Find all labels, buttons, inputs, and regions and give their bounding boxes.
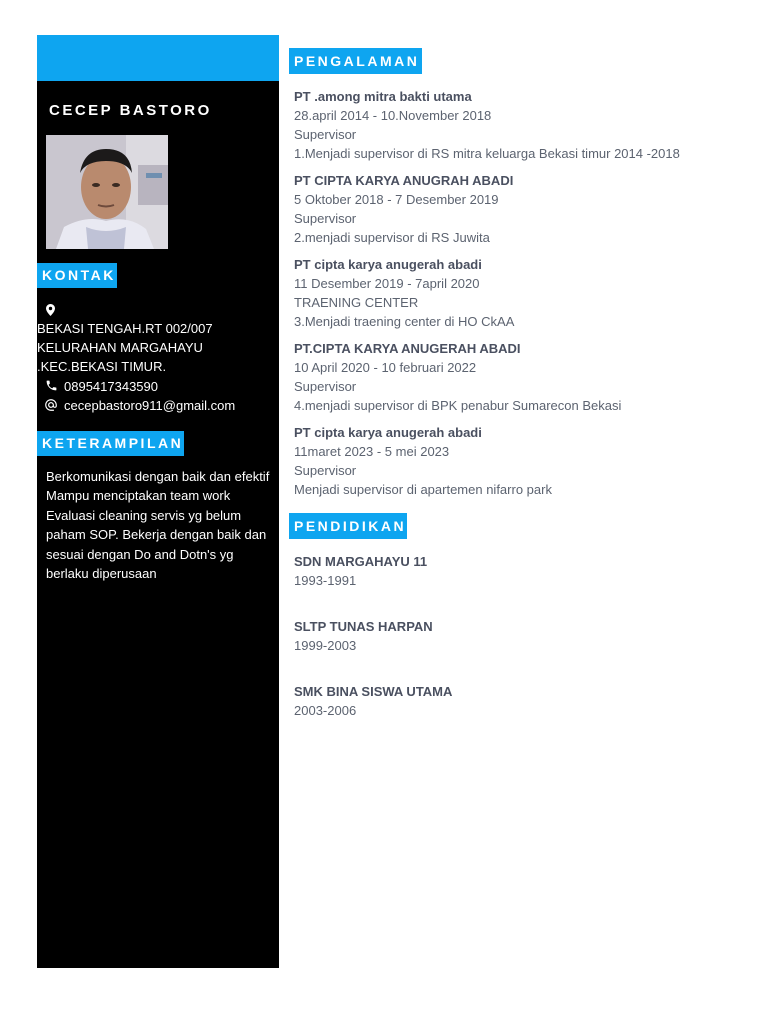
phone-number[interactable]: 0895417343590 — [64, 379, 158, 394]
school-name: SLTP TUNAS HARPAN — [294, 619, 433, 634]
location-pin-icon — [46, 304, 55, 319]
job-role: Supervisor — [294, 379, 357, 394]
job-entry-1 — [294, 87, 734, 163]
job-role: Supervisor — [294, 127, 357, 142]
sidebar-accent-bar — [37, 35, 279, 81]
job-period: 28.april 2014 - 10.November 2018 — [294, 108, 492, 123]
job-description: 4.menjadi supervisor di BPK penabur Sumarecon Bekasi — [294, 398, 622, 413]
job-company: PT .among mitra bakti utama — [294, 89, 472, 104]
school-years: 1993-1991 — [294, 573, 357, 588]
email-address[interactable]: cecepbastoro911@gmail.com — [64, 398, 236, 413]
phone-icon — [45, 379, 58, 395]
skills-text: Berkomunikasi dengan baik dan efektif Mampu menciptakan team work Evaluasi cleaning servis yg belum paham SOP. Bekerja dengan baik dan sesuai dengan Do and Dotn's yg berlaku diperusaan — [46, 469, 270, 582]
job-period: 5 Oktober 2018 - 7 Desember 2019 — [294, 192, 499, 207]
education-heading: PENDIDIKAN — [289, 513, 407, 539]
skills-heading: KETERAMPILAN — [37, 431, 184, 456]
experience-heading: PENGALAMAN — [289, 48, 422, 74]
job-company: PT cipta karya anugerah abadi — [294, 425, 482, 440]
education-entry-3 — [294, 682, 694, 720]
job-description: 1.Menjadi supervisor di RS mitra keluarga Bekasi timur 2014 -2018 — [294, 146, 680, 161]
school-name: SMK BINA SISWA UTAMA — [294, 684, 453, 699]
job-company: PT cipta karya anugerah abadi — [294, 257, 482, 272]
job-role: Supervisor — [294, 211, 357, 226]
school-years: 2003-2006 — [294, 703, 357, 718]
address-line-2: KELURAHAN MARGAHAYU — [37, 340, 203, 355]
job-period: 10 April 2020 - 10 februari 2022 — [294, 360, 477, 375]
sidebar — [37, 35, 279, 968]
job-period: 11maret 2023 - 5 mei 2023 — [294, 444, 450, 459]
job-period: 11 Desember 2019 - 7april 2020 — [294, 276, 480, 291]
job-description: 2.menjadi supervisor di RS Juwita — [294, 230, 490, 245]
job-role: Supervisor — [294, 463, 357, 478]
job-description: 3.Menjadi traening center di HO CkAA — [294, 314, 515, 329]
job-entry-4 — [294, 339, 734, 415]
education-entry-2 — [294, 617, 694, 655]
job-company: PT CIPTA KARYA ANUGRAH ABADI — [294, 173, 514, 188]
education-entry-1 — [294, 552, 694, 590]
profile-photo — [46, 135, 168, 249]
school-years: 1999-2003 — [294, 638, 357, 653]
profile-name: CECEP BASTORO — [49, 102, 212, 119]
job-company: PT.CIPTA KARYA ANUGERAH ABADI — [294, 341, 521, 356]
address-line-1: BEKASI TENGAH.RT 002/007 — [37, 321, 213, 336]
school-name: SDN MARGAHAYU 11 — [294, 554, 428, 569]
job-entry-3 — [294, 255, 734, 331]
job-role: TRAENING CENTER — [294, 295, 419, 310]
address-line-3: .KEC.BEKASI TIMUR. — [37, 359, 167, 374]
contact-heading: KONTAK — [37, 263, 117, 288]
job-entry-2 — [294, 171, 734, 247]
at-sign-icon — [44, 398, 58, 415]
job-description: Menjadi supervisor di apartemen nifarro park — [294, 482, 552, 497]
job-entry-5 — [294, 423, 734, 499]
